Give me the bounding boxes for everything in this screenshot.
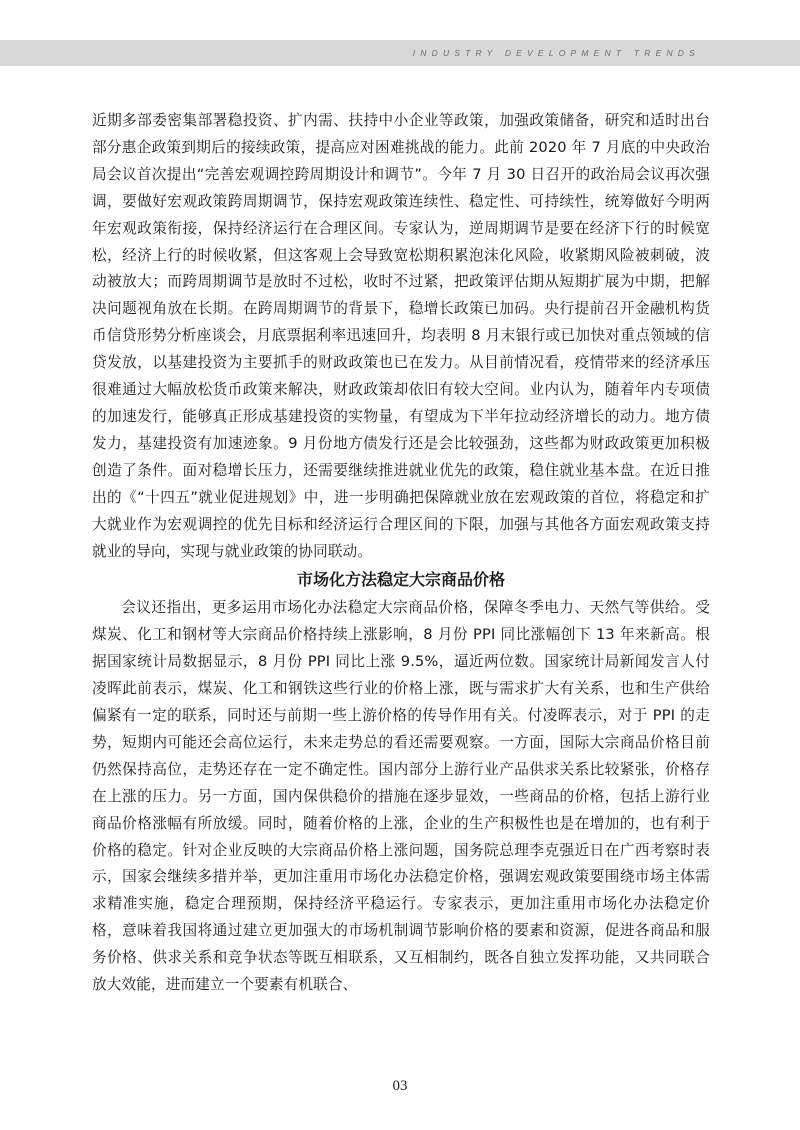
article-body — [92, 108, 710, 999]
page-number: 03 — [392, 1078, 408, 1094]
running-header-title: INDUSTRY DEVELOPMENT TRENDS — [412, 48, 700, 58]
body-paragraph: 会议还指出，更多运用市场化办法稳定大宗商品价格，保障冬季电力、天然气等供给。受煤炭、化工和钢材等大宗商品价格持续上涨影响，8 月份 PPI 同比涨幅创下 13 年来新高。根据国家统计局数据显示，8 月份 PPI 同比上涨 9.5%，逼近两位数。国家统计局新闻发言人付凌晖此前表示，煤炭、化工和钢铁这些行业的价格上涨，既与需求扩大有关系，也和生产供给偏紧有一定的联系，同时还与前期一些上游价格的传导作用有关。付凌晖表示，对于 PPI 的走势，短期内可能还会高位运行，未来走势总的看还需要观察。一方面，国际大宗商品价格目前仍然保持高位，走势还存在一定不确定性。国内部分上游行业产品供求关系比较紧张，价格存在上涨的压力。另一方面，国内保供稳价的措施在逐步显效，一些商品的价格，包括上游行业商品价格涨幅有所放缓。同时，随着价格的上涨，企业的生产积极性也是在增加的，也有利于价格的稳定。针对企业反映的大宗商品价格上涨问题，国务院总理李克强近日在广西考察时表示，国家会继续多措并举，更加注重用市场化办法稳定价格，强调宏观政策要围绕市场主体需求精准实施，稳定合理预期，保持经济平稳运行。专家表示，更加注重用市场化办法稳定价格，意味着我国将通过建立更加强大的市场机制调节影响价格的要素和资源，促进各商品和服务价格、供求关系和竞争状态等既互相联系，又互相制约，既各自独立发挥功能，又共同联合放大效能，进而建立一个要素有机联合、 — [92, 599, 710, 994]
running-header-band — [0, 40, 800, 66]
section-heading: 市场化方法稳定大宗商品价格 — [296, 570, 505, 590]
body-paragraph: 近期多部委密集部署稳投资、扩内需、扶持中小企业等政策，加强政策储备，研究和适时出台部分惠企政策到期后的接续政策，提高应对困难挑战的能力。此前 2020 年 7 月底的中央政治局会议首次提出“完善宏观调控跨周期设计和调节”。今年 7 月 30 日召开的政治局会议再次强调，要做好宏观政策跨周期调节，保持宏观政策连续性、稳定性、可持续性，统筹做好今明两年宏观政策衔接，保持经济运行在合理区间。专家认为，逆周期调节是要在经济下行的时候宽松，经济上行的时候收紧，但这客观上会导致宽松期积累泡沫化风险，收紧期风险被刺破，波动被放大；而跨周期调节是放时不过松，收时不过紧，把政策评估期从短期扩展为中期，把解决问题视角放在长期。在跨周期调节的背景下，稳增长政策已加码。央行提前召开金融机构货币信贷形势分析座谈会，月底票据利率迅速回升，均表明 8 月末银行或已加快对重点领域的信贷发放，以基建投资为主要抓手的财政政策也已在发力。从目前情况看，疫情带来的经济承压很难通过大幅放松货币政策来解决，财政政策却依旧有较大空间。业内认为，随着年内专项债的加速发行，能够真正形成基建投资的实物量，有望成为下半年拉动经济增长的动力。地方债发力，基建投资有加速迹象。9 月份地方债发行还是会比较强劲，这些都为财政政策更加积极创造了条件。面对稳增长压力，还需要继续推进就业优先的政策，稳住就业基本盘。在近日推出的《“十四五”就业促进规划》中，进一步明确把保障就业放在宏观政策的首位，将稳定和扩大就业作为宏观调控的优先目标和经济运行合理区间的下限，加强与其他各方面宏观政策支持就业的导向，实现与就业政策的协同联动。 — [92, 112, 710, 560]
